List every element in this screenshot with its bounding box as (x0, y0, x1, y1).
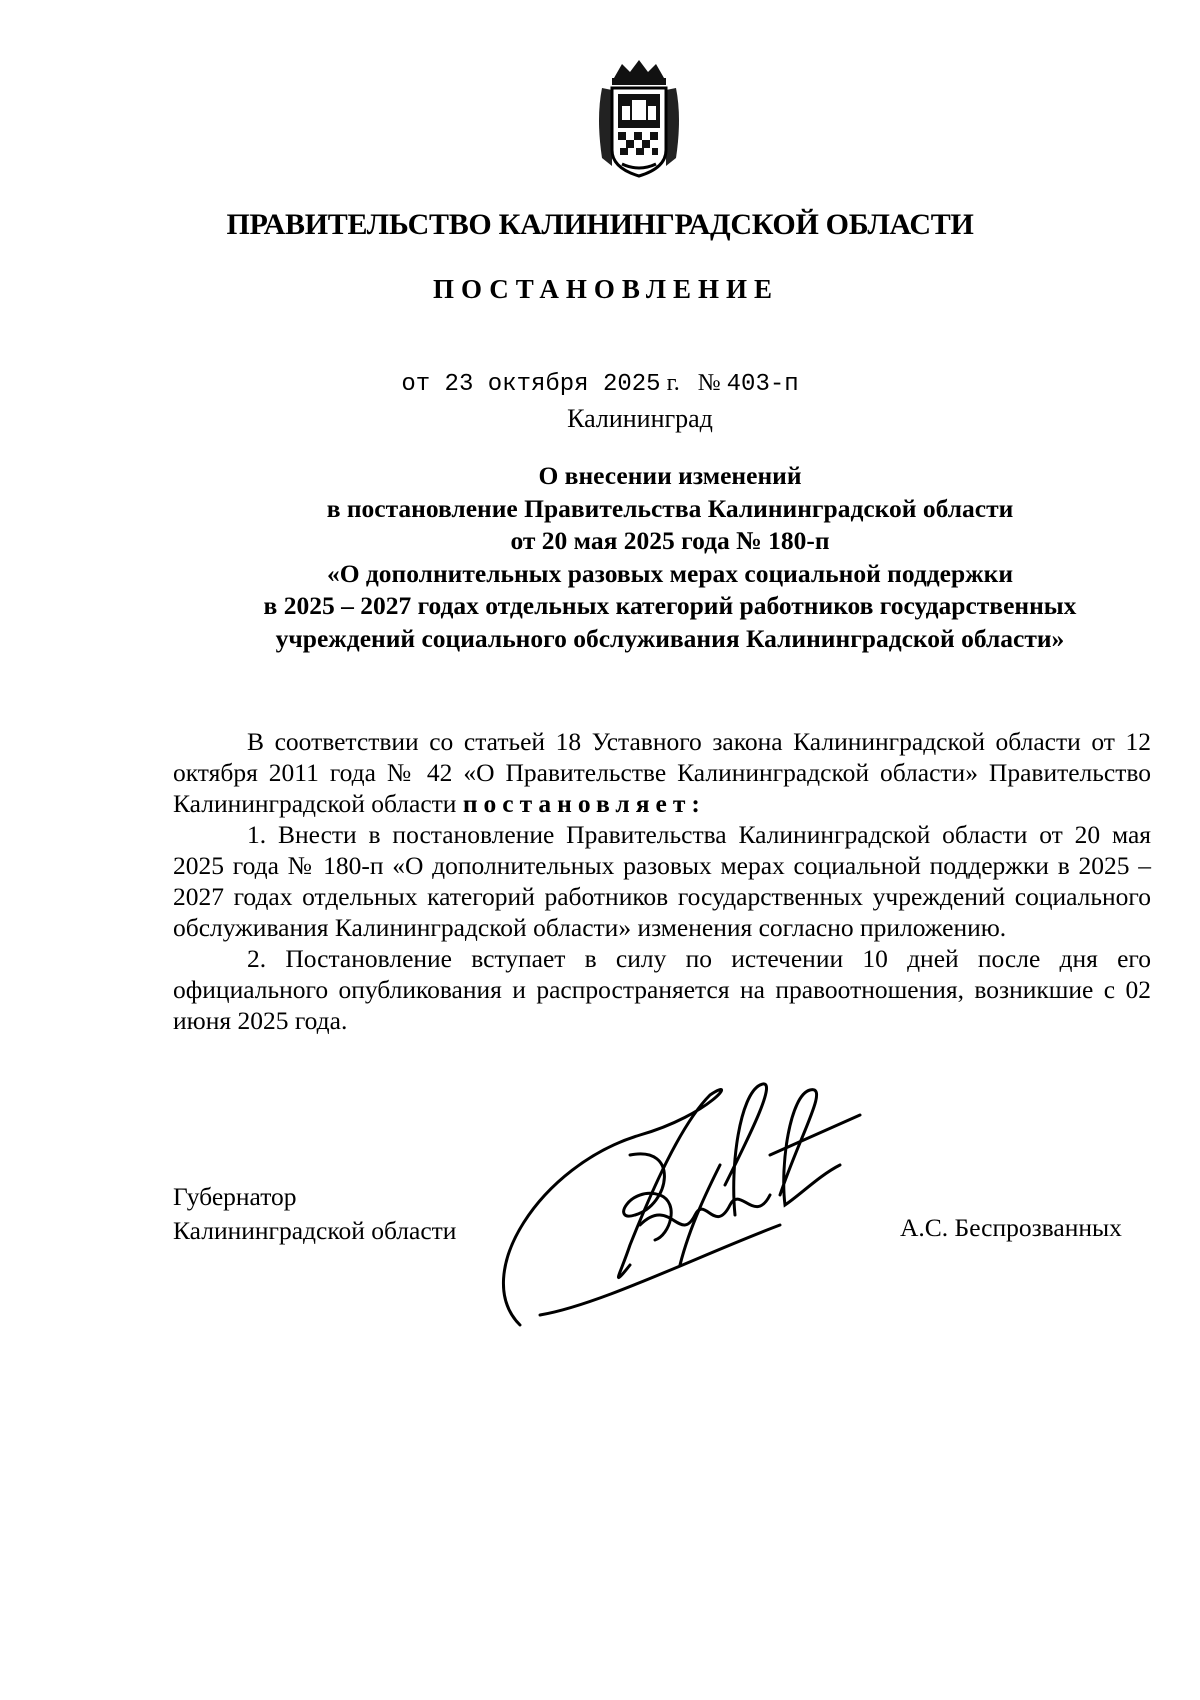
item-2-paragraph: 2. Постановление вступает в силу по истечении 10 дней после дня его официального опубликования и распространяется на правоотношения, возникшие с 02 июня 2025 года. (173, 944, 1151, 1035)
signatory-position (173, 1180, 456, 1248)
intro-text: В соответствии со статьей 18 Уставного закона Калининградской области от 12 октября 2011 года № 42 «О Правительстве Калининградской области» Правительство Калининградской области (173, 727, 1151, 818)
year-suffix: г. (666, 370, 680, 396)
heading-line: от 20 мая 2025 года № 180-п (510, 526, 830, 555)
position-line: Калининградской области (173, 1216, 457, 1245)
city: Калининград (567, 404, 713, 433)
government-title: ПРАВИТЕЛЬСТВО КАЛИНИНГРАДСКОЙ ОБЛАСТИ (226, 208, 974, 241)
decree-word: постановляет: (462, 789, 706, 818)
number-sign: № (697, 370, 721, 396)
document-type: ПОСТАНОВЛЕНИЕ (432, 274, 780, 304)
item-1-paragraph: 1. Внести в постановление Правительства Калининградской области от 20 мая 2025 года № 180-п «О дополнительных разовых мерах социальной поддержки в 2025 – 2027 годах отдельных категорий работников государственных учреждений социального обслуживания Калининградской области» изменения согласно приложению. (173, 820, 1151, 942)
heading-line: в постановление Правительства Калининградской области (326, 493, 1014, 523)
document-number: 403-п (726, 371, 799, 398)
handwritten-signature (480, 1075, 920, 1335)
signatory-name: А.С. Беспрозванных (900, 1213, 1122, 1242)
document-date: от 23 октября 2025 (401, 371, 661, 398)
coat-of-arms-emblem (592, 58, 686, 180)
intro-paragraph (173, 726, 1151, 819)
date-number-line (0, 370, 1200, 398)
heading-line: «О дополнительных разовых мерах социальной поддержки (326, 558, 1014, 588)
heading-line: О внесении изменений (538, 461, 802, 490)
position-line: Губернатор (173, 1182, 297, 1211)
heading-line: в 2025 – 2027 годах отдельных категорий работников государственных (263, 591, 1077, 620)
heading-line: учреждений социального обслуживания Калининградской области» (275, 623, 1065, 653)
document-heading (150, 460, 1190, 655)
document-body (173, 726, 1151, 1036)
